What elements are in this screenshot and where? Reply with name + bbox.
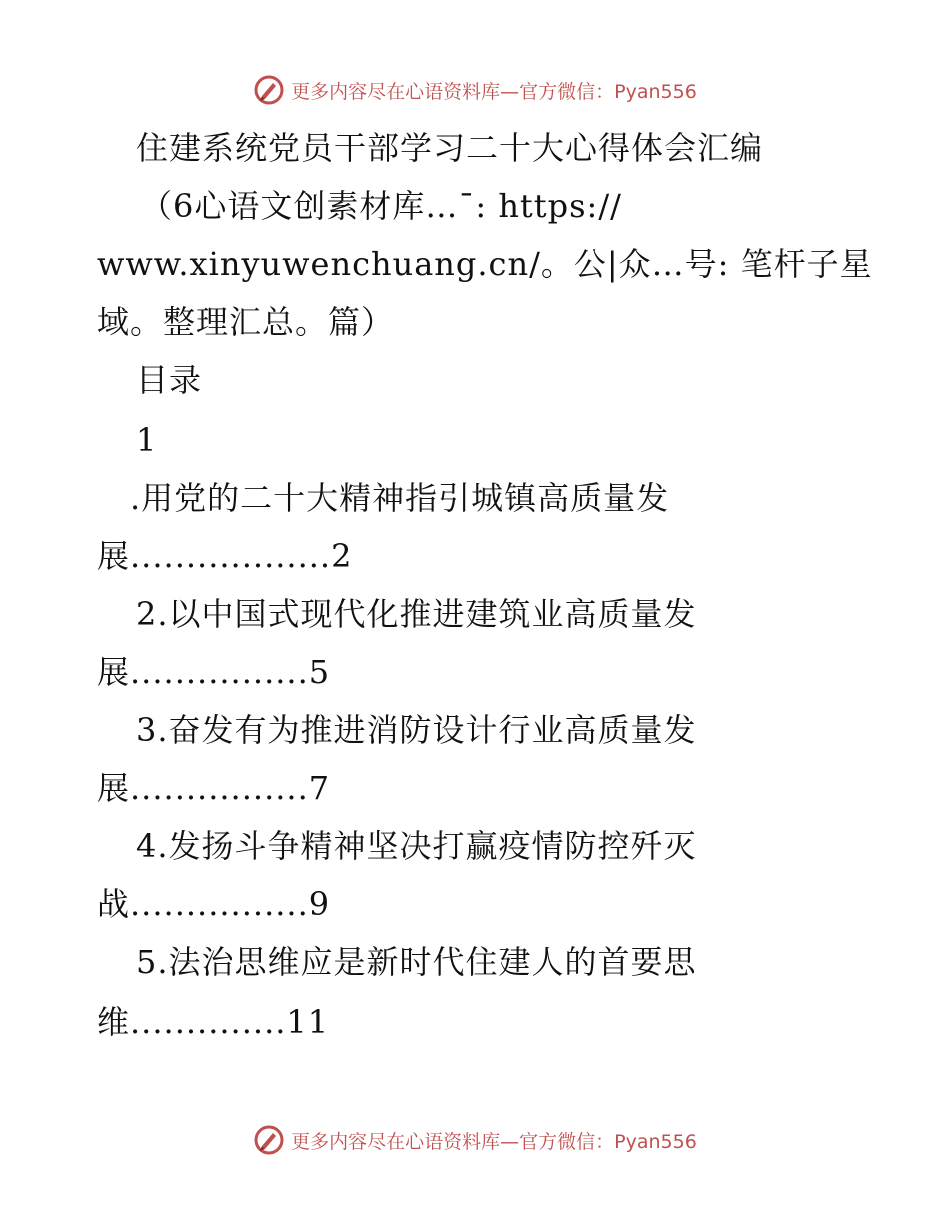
toc-item-3-line-2: 展................7 xyxy=(97,769,331,807)
watermark-text: 更多内容尽在心语资料库—官方微信：Pyan556 xyxy=(291,80,697,103)
watermark-text: 更多内容尽在心语资料库—官方微信：Pyan556 xyxy=(291,1130,697,1153)
toc-item-4-line-2: 战................9 xyxy=(97,885,331,923)
subtitle-line-2: www.xinyuwenchuang.cn/。公|众…号: 笔杆子星 xyxy=(97,245,873,283)
toc-item-2-line-1: 2.以中国式现代化推进建筑业高质量发 xyxy=(136,595,697,633)
toc-item-5-line-1: 5.法治思维应是新时代住建人的首要思 xyxy=(136,943,697,981)
pen-seal-icon xyxy=(253,1124,285,1156)
toc-item-4-line-1: 4.发扬斗争精神坚决打赢疫情防控歼灭 xyxy=(136,827,697,865)
toc-item-1-line-2: 展..................2 xyxy=(97,537,353,575)
pen-seal-icon xyxy=(253,74,285,106)
document-title: 住建系统党员干部学习二十大心得体会汇编 xyxy=(136,129,764,167)
subtitle-line-3: 域。整理汇总。篇） xyxy=(97,303,395,341)
footer-watermark xyxy=(0,1120,950,1160)
toc-item-5-line-2: 维..............11 xyxy=(97,1003,330,1041)
toc-item-2-line-2: 展................5 xyxy=(97,653,331,691)
toc-item-3-line-1: 3.奋发有为推进消防设计行业高质量发 xyxy=(136,711,697,749)
toc-heading: 目录 xyxy=(136,361,203,399)
subtitle-line-1: （6心语文创素材库…¯: https:// xyxy=(140,187,622,225)
header-watermark xyxy=(0,70,950,110)
toc-item-1-line-1: .用党的二十大精神指引城镇高质量发 xyxy=(130,479,670,517)
toc-number: 1 xyxy=(136,421,158,459)
